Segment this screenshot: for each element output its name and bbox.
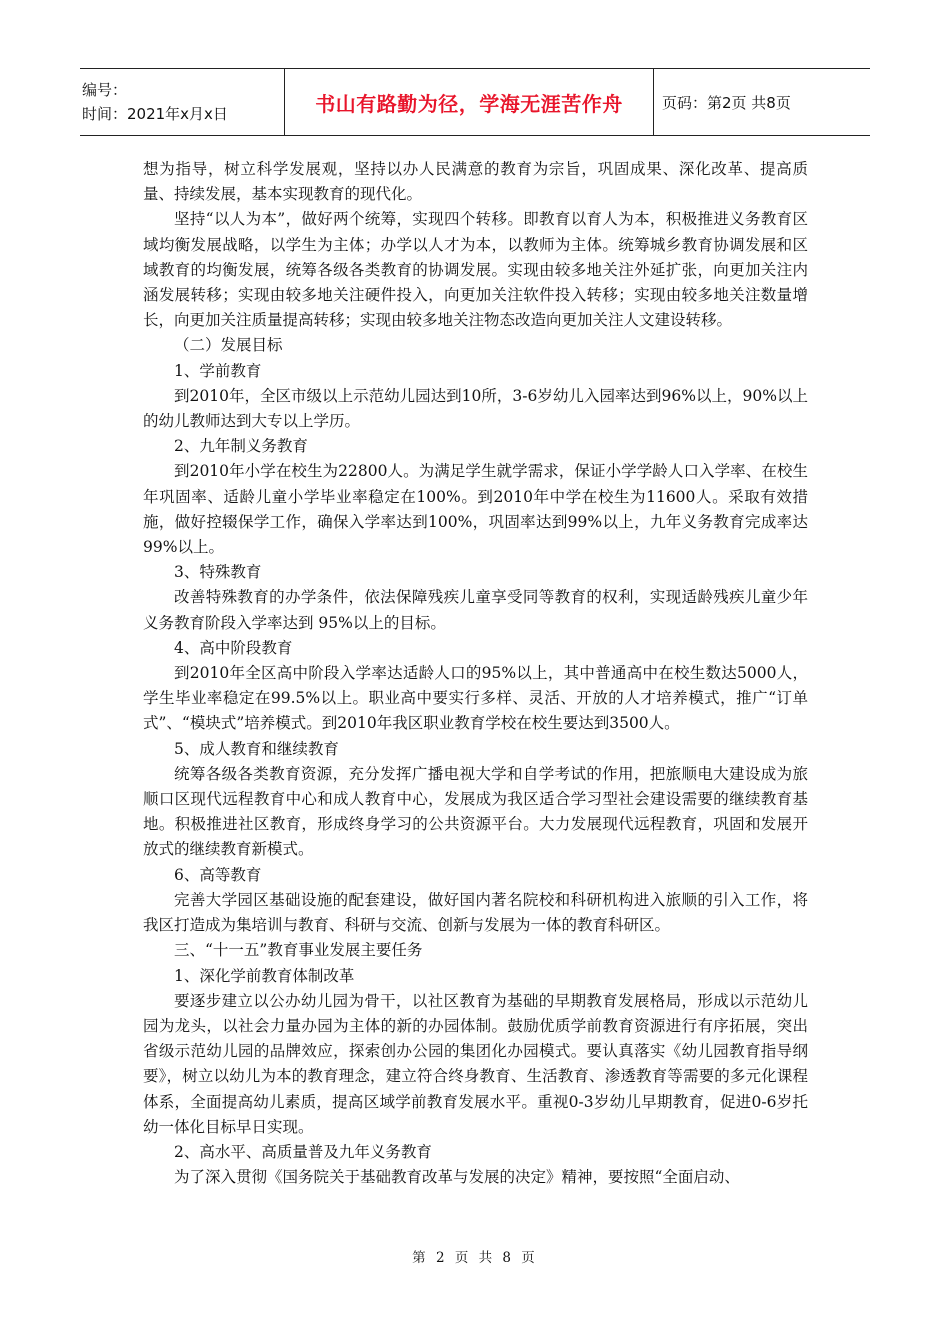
document-body	[143, 157, 808, 1190]
body-paragraph: 到2010年小学在校生为22800人。为满足学生就学需求，保证小学学龄人口入学率、在校生年巩固率、适龄儿童小学毕业率稳定在100%。到2010年中学在校生为11600人。采取有效措施，做好控辍保学工作，确保入学率达到100%，巩固率达到99%以上，九年义务教育完成率达99%以上。	[143, 462, 808, 557]
body-paragraph: 统筹各级各类教育资源，充分发挥广播电视大学和自学考试的作用，把旅顺电大建设成为旅顺口区现代远程教育中心和成人教育中心，发展成为我区适合学习型社会建设需要的继续教育基地。积极推进社区教育，形成终身学习的公共资源平台。大力发展现代远程教育，巩固和发展开放式的继续教育新模式。	[143, 764, 808, 859]
body-paragraph: 5、成人教育和继续教育	[174, 739, 339, 758]
body-paragraph: （二）发展目标	[174, 336, 283, 355]
document-time-label: 时间：2021年x月x日	[82, 105, 228, 123]
body-paragraph: 完善大学园区基础设施的配套建设，做好国内著名院校和科研机构进入旅顺的引入工作，将我区打造成为集培训与教育、科研与交流、创新与发展为一体的教育科研区。	[143, 890, 808, 935]
body-paragraph: 改善特殊教育的办学条件，依法保障残疾儿童享受同等教育的权利，实现适龄残疾儿童少年义务教育阶段入学率达到 95%以上的目标。	[143, 588, 808, 632]
body-paragraph: 1、深化学前教育体制改革	[174, 966, 355, 985]
page-footer: 第 2 页 共 8 页	[412, 1250, 538, 1266]
document-number-label: 编号：	[82, 81, 128, 99]
body-paragraph: 为了深入贯彻《国务院关于基础教育改革与发展的决定》精神，要按照“全面启动、	[174, 1168, 740, 1187]
body-paragraph: 2、高水平、高质量普及九年义务教育	[174, 1142, 432, 1161]
page-header	[80, 68, 870, 136]
body-paragraph: 3、特殊教育	[174, 563, 262, 582]
body-paragraph: 4、高中阶段教育	[174, 638, 293, 657]
body-paragraph: 想为指导，树立科学发展观，坚持以办人民满意的教育为宗旨，巩固成果、深化改革、提高质量、持续发展，基本实现教育的现代化。	[143, 160, 808, 204]
body-paragraph: 6、高等教育	[174, 865, 262, 884]
header-meta	[80, 69, 284, 135]
header-motto-cell	[284, 69, 654, 135]
body-paragraph: 到2010年全区高中阶段入学率达适龄人口的95%以上，其中普通高中在校生数达5000人，学生毕业率稳定在99.5%以上。职业高中要实行多样、灵活、开放的人才培养模式，推广“订单式”、“模块式”培养模式。到2010年我区职业教育学校在校生要达到3500人。	[143, 664, 808, 733]
body-paragraph: 到2010年，全区市级以上示范幼儿园达到10所，3-6岁幼儿入园率达到96%以上，90%以上的幼儿教师达到大专以上学历。	[143, 386, 808, 431]
header-motto: 书山有路勤为径，学海无涯苦作舟	[315, 91, 623, 116]
body-paragraph: 2、九年制义务教育	[174, 437, 308, 456]
body-paragraph: 三、“十一五”教育事业发展主要任务	[174, 941, 423, 960]
body-paragraph: 要逐步建立以公办幼儿园为骨干，以社区教育为基础的早期教育发展格局，形成以示范幼儿园为龙头，以社会力量办园为主体的新的办园体制。鼓励优质学前教育资源进行有序拓展，突出省级示范幼儿园的品牌效应，探索创办公园的集团化办园模式。要认真落实《幼儿园教育指导纲要》，树立以幼儿为本的教育理念，建立符合终身教育、生活教育、渗透教育等需要的多元化课程体系，全面提高幼儿素质，提高区域学前教育发展水平。重视0-3岁幼儿早期教育，促进0-6岁托幼一体化目标早日实现。	[143, 991, 808, 1136]
header-page-number: 页码：第2页 共8页	[662, 93, 791, 112]
header-page-cell	[654, 69, 870, 135]
body-paragraph: 坚持“以人为本”，做好两个统筹，实现四个转移。即教育以育人为本，积极推进义务教育区域均衡发展战略，以学生为主体；办学以人才为本，以教师为主体。统筹城乡教育协调发展和区域教育的均衡发展，统筹各级各类教育的协调发展。实现由较多地关注外延扩张，向更加关注内涵发展转移；实现由较多地关注硬件投入，向更加关注软件投入转移；实现由较多地关注数量增长，向更加关注质量提高转移；实现由较多地关注物态改造向更加关注人文建设转移。	[143, 210, 808, 330]
body-paragraph: 1、学前教育	[174, 361, 262, 380]
